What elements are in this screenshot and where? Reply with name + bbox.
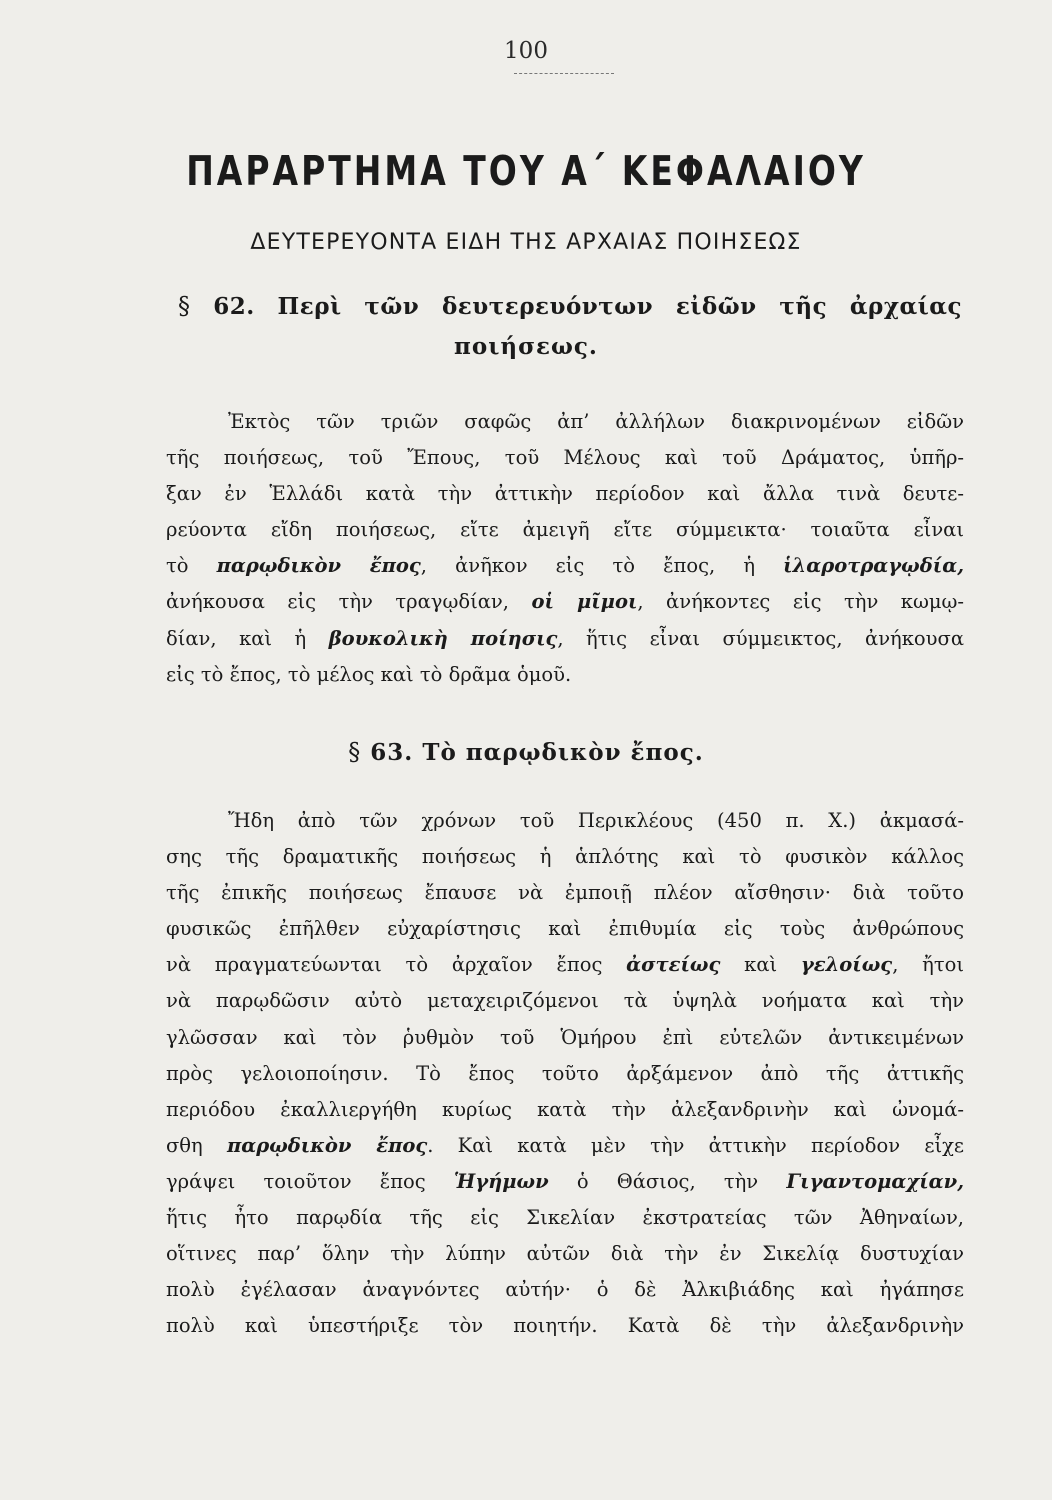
text-line: ἥτις ἦτο παρῳδία τῆς εἰς Σικελίαν ἐκστρατείας τῶν Ἀθηναίων, xyxy=(166,1206,964,1230)
text-line: οἵτινες παρ’ ὅλην τὴν λύπην αὐτῶν διὰ τὴν ἐν Σικελίᾳ δυστυχίαν xyxy=(166,1242,964,1266)
text-line: τῆς ἐπικῆς ποιήσεως ἔπαυσε νὰ ἐμποιῇ πλέον αἴσθησιν· διὰ τοῦτο xyxy=(166,881,964,905)
section-symbol: § xyxy=(348,738,362,766)
term-bucolic-poetry: βουκολικὴ ποίησις xyxy=(328,626,558,650)
section-63-paragraph xyxy=(166,803,964,1344)
text-line: πρὸς γελοιοποίησιν. Τὸ ἔπος τοῦτο ἀρξάμενον ἀπὸ τῆς ἀττικῆς xyxy=(166,1061,964,1085)
text-line: ξαν ἐν Ἑλλάδι κατὰ τὴν ἀττικὴν περίοδον καὶ ἄλλα τινὰ δευτε- xyxy=(166,482,964,506)
section-62-heading-continued: ποιήσεως. xyxy=(454,333,598,360)
section-number: 63. xyxy=(370,739,414,766)
text-line: γράψει τοιοῦτον ἔπος Ἡγήμων ὁ Θάσιος, τὴν Γιγαντομαχίαν, xyxy=(166,1169,964,1193)
section-symbol: § xyxy=(178,292,191,320)
page-number: 100 xyxy=(504,38,548,64)
text-line: πολὺ καὶ ὑπεστήριξε τὸν ποιητήν. Κατὰ δὲ τὴν ἀλεξανδρινὴν xyxy=(166,1314,964,1338)
section-heading-text: Περὶ τῶν δευτερευόντων εἰδῶν τῆς ἀρχαίας xyxy=(277,293,962,320)
section-number: 62. xyxy=(213,293,255,320)
section-heading-text: Τὸ παρῳδικὸν ἔπος. xyxy=(422,739,704,766)
text-line: εἰς τὸ ἔπος, τὸ μέλος καὶ τὸ δρᾶμα ὁμοῦ. xyxy=(166,662,572,686)
text-line: τῆς ποιήσεως, τοῦ Ἔπους, τοῦ Μέλους καὶ τοῦ Δράματος, ὑπῆρ- xyxy=(166,446,964,470)
title-gigantomachy: Γιγαντομαχίαν, xyxy=(786,1169,964,1193)
term-geloios: γελοίως xyxy=(800,953,893,977)
text-line: ἀνήκουσα εἰς τὴν τραγῳδίαν, οἱ μῖμοι, ἀνήκοντες εἰς τὴν κωμῳ- xyxy=(166,590,965,614)
text-line: νὰ παρῳδῶσιν αὐτὸ μεταχειριζόμενοι τὰ ὑψηλὰ νοήματα καὶ τὴν xyxy=(166,989,964,1013)
section-62-paragraph xyxy=(166,404,964,693)
section-62-heading xyxy=(178,292,962,320)
text-line: σης τῆς δραματικῆς ποιήσεως ἡ ἁπλότης καὶ τὸ φυσικὸν κάλλος xyxy=(166,845,964,869)
section-63-heading xyxy=(0,738,1052,766)
text-line: πολὺ ἐγέλασαν ἀναγνόντες αὐτήν· ὁ δὲ Ἀλκιβιάδης καὶ ἠγάπησε xyxy=(166,1278,964,1302)
text-line: περιόδου ἐκαλλιεργήθη κυρίως κατὰ τὴν ἀλεξανδρινὴν καὶ ὠνομά- xyxy=(166,1097,964,1121)
appendix-title: ΠΑΡΑΡΤΗΜΑ ΤΟΥ Α΄ ΚΕΦΑΛΑΙΟΥ xyxy=(186,146,866,195)
text-line: φυσικῶς ἐπῆλθεν εὐχαρίστησις καὶ ἐπιθυμία εἰς τοὺς ἀνθρώπους xyxy=(166,917,964,941)
text-line: νὰ πραγματεύωνται τὸ ἀρχαῖον ἔπος ἀστείως καὶ γελοίως, ἤτοι xyxy=(166,953,964,977)
text-line: τὸ παρῳδικὸν ἔπος, ἀνῆκον εἰς τὸ ἔπος, ἡ ἱλαροτραγῳδία, xyxy=(166,554,964,578)
text-line: Ἤδη ἀπὸ τῶν χρόνων τοῦ Περικλέους (450 π. Χ.) ἀκμασά- xyxy=(228,809,964,832)
text-line: Ἐκτὸς τῶν τριῶν σαφῶς ἀπ’ ἀλλήλων διακρινομένων εἰδῶν xyxy=(228,410,964,433)
page-number-rule xyxy=(514,73,614,74)
term-parodic-epic: παρῳδικὸν ἔπος xyxy=(226,1133,428,1157)
term-asteios: ἀστείως xyxy=(626,953,721,977)
term-hilarotragedy: ἱλαροτραγῳδία, xyxy=(783,554,964,578)
name-hegemon: Ἡγήμων xyxy=(453,1169,549,1193)
chapter-subtitle: ΔΕΥΤΕΡΕΥΟΝΤΑ ΕΙΔΗ ΤΗΣ ΑΡΧΑΙΑΣ ΠΟΙΗΣΕΩΣ xyxy=(250,230,802,255)
text-line: ρεύοντα εἴδη ποιήσεως, εἴτε ἀμειγῆ εἴτε σύμμεικτα· τοιαῦτα εἶναι xyxy=(166,518,964,542)
text-line: σθη παρῳδικὸν ἔπος. Καὶ κατὰ μὲν τὴν ἀττικὴν περίοδον εἶχε xyxy=(166,1133,965,1157)
text-line: γλῶσσαν καὶ τὸν ῥυθμὸν τοῦ Ὁμήρου ἐπὶ εὐτελῶν ἀντικειμένων xyxy=(166,1025,964,1049)
text-line: δίαν, καὶ ἡ βουκολικὴ ποίησις, ἥτις εἶναι σύμμεικτος, ἀνήκουσα xyxy=(166,626,964,650)
term-parodic-epic: παρῳδικὸν ἔπος xyxy=(216,554,421,578)
term-mimes: οἱ μῖμοι xyxy=(531,590,638,614)
